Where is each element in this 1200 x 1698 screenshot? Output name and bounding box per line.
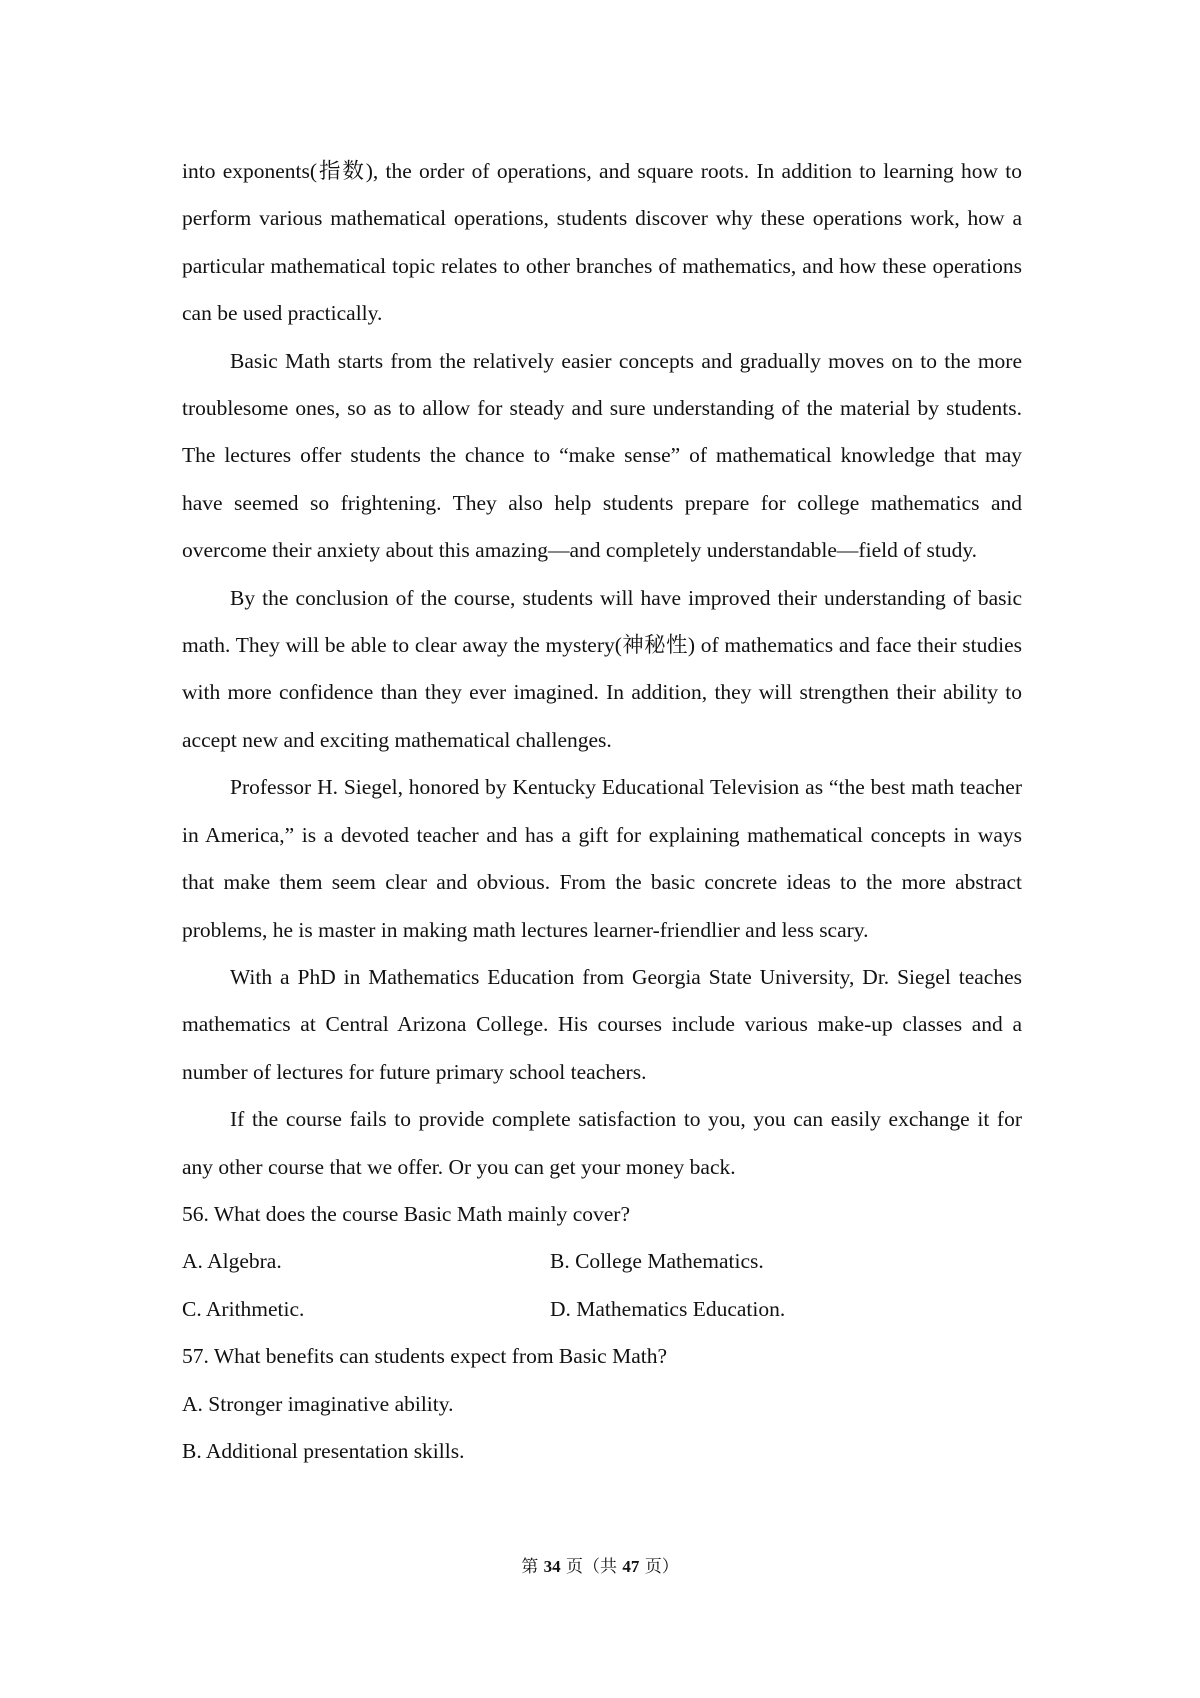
passage-paragraph: Professor H. Siegel, honored by Kentucky Educational Television as “the best math teacher in America,” is a devoted teacher and has a gift for explaining mathematical concepts in ways that make them seem clear and obvious. From the basic concrete ideas to the more abstract problems, he is master in making math lectures learner-friendlier and less scary. [182,775,1022,942]
passage-paragraph: If the course fails to provide complete satisfaction to you, you can easily exchange it for any other course that we offer. Or you can get your money back. [182,1107,1022,1179]
option-a: A. Stronger imaginative ability. [182,1391,454,1416]
passage-paragraph: into exponents(指数), the order of operations, and square roots. In addition to learning how to perform various mathematical operations, students discover why these operations work, how a particular mathematical topic relates to other branches of mathematics, and how these operations can be used practically. [182,159,1022,326]
option-c: C. Arithmetic. [182,1296,305,1321]
total-pages-number: 47 [622,1557,640,1576]
question-stem: 56. What does the course Basic Math mainly cover? [182,1201,630,1226]
option-row [182,1238,1022,1285]
option-b: B. Additional presentation skills. [182,1438,465,1463]
option-b: B. College Mathematics. [550,1249,764,1274]
option-d: D. Mathematics Education. [550,1296,786,1321]
option-a: A. Algebra. [182,1249,282,1274]
question-stem: 57. What benefits can students expect from Basic Math? [182,1344,667,1369]
footer-prefix: 第 [521,1557,539,1577]
footer-suffix: 页） [644,1557,679,1577]
passage-paragraph: Basic Math starts from the relatively easier concepts and gradually moves on to the more troublesome ones, so as to allow for steady and sure understanding of the material by students. The lectures offer students the chance to “make sense” of mathematical knowledge that may have seemed so frightening. They also help students prepare for college mathematics and overcome their anxiety about this amazing—and completely understandable—field of study. [182,348,1022,563]
option-row [182,1286,1022,1333]
question-57 [182,1333,1022,1475]
footer-middle: 页（共 [566,1557,617,1577]
passage-paragraph: With a PhD in Mathematics Education from Georgia State University, Dr. Siegel teaches mathematics at Central Arizona College. His courses include various make-up classes and a number of lectures for future primary school teachers. [182,964,1022,1084]
question-56 [182,1191,1022,1333]
page-footer [0,1552,1200,1577]
page-content [182,148,1022,1475]
current-page-number: 34 [543,1557,561,1576]
passage-paragraph: By the conclusion of the course, students will have improved their understanding of basic math. They will be able to clear away the mystery(神秘性) of mathematics and face their studies with more confidence than they ever imagined. In addition, they will strengthen their ability to accept new and exciting mathematical challenges. [182,585,1022,752]
